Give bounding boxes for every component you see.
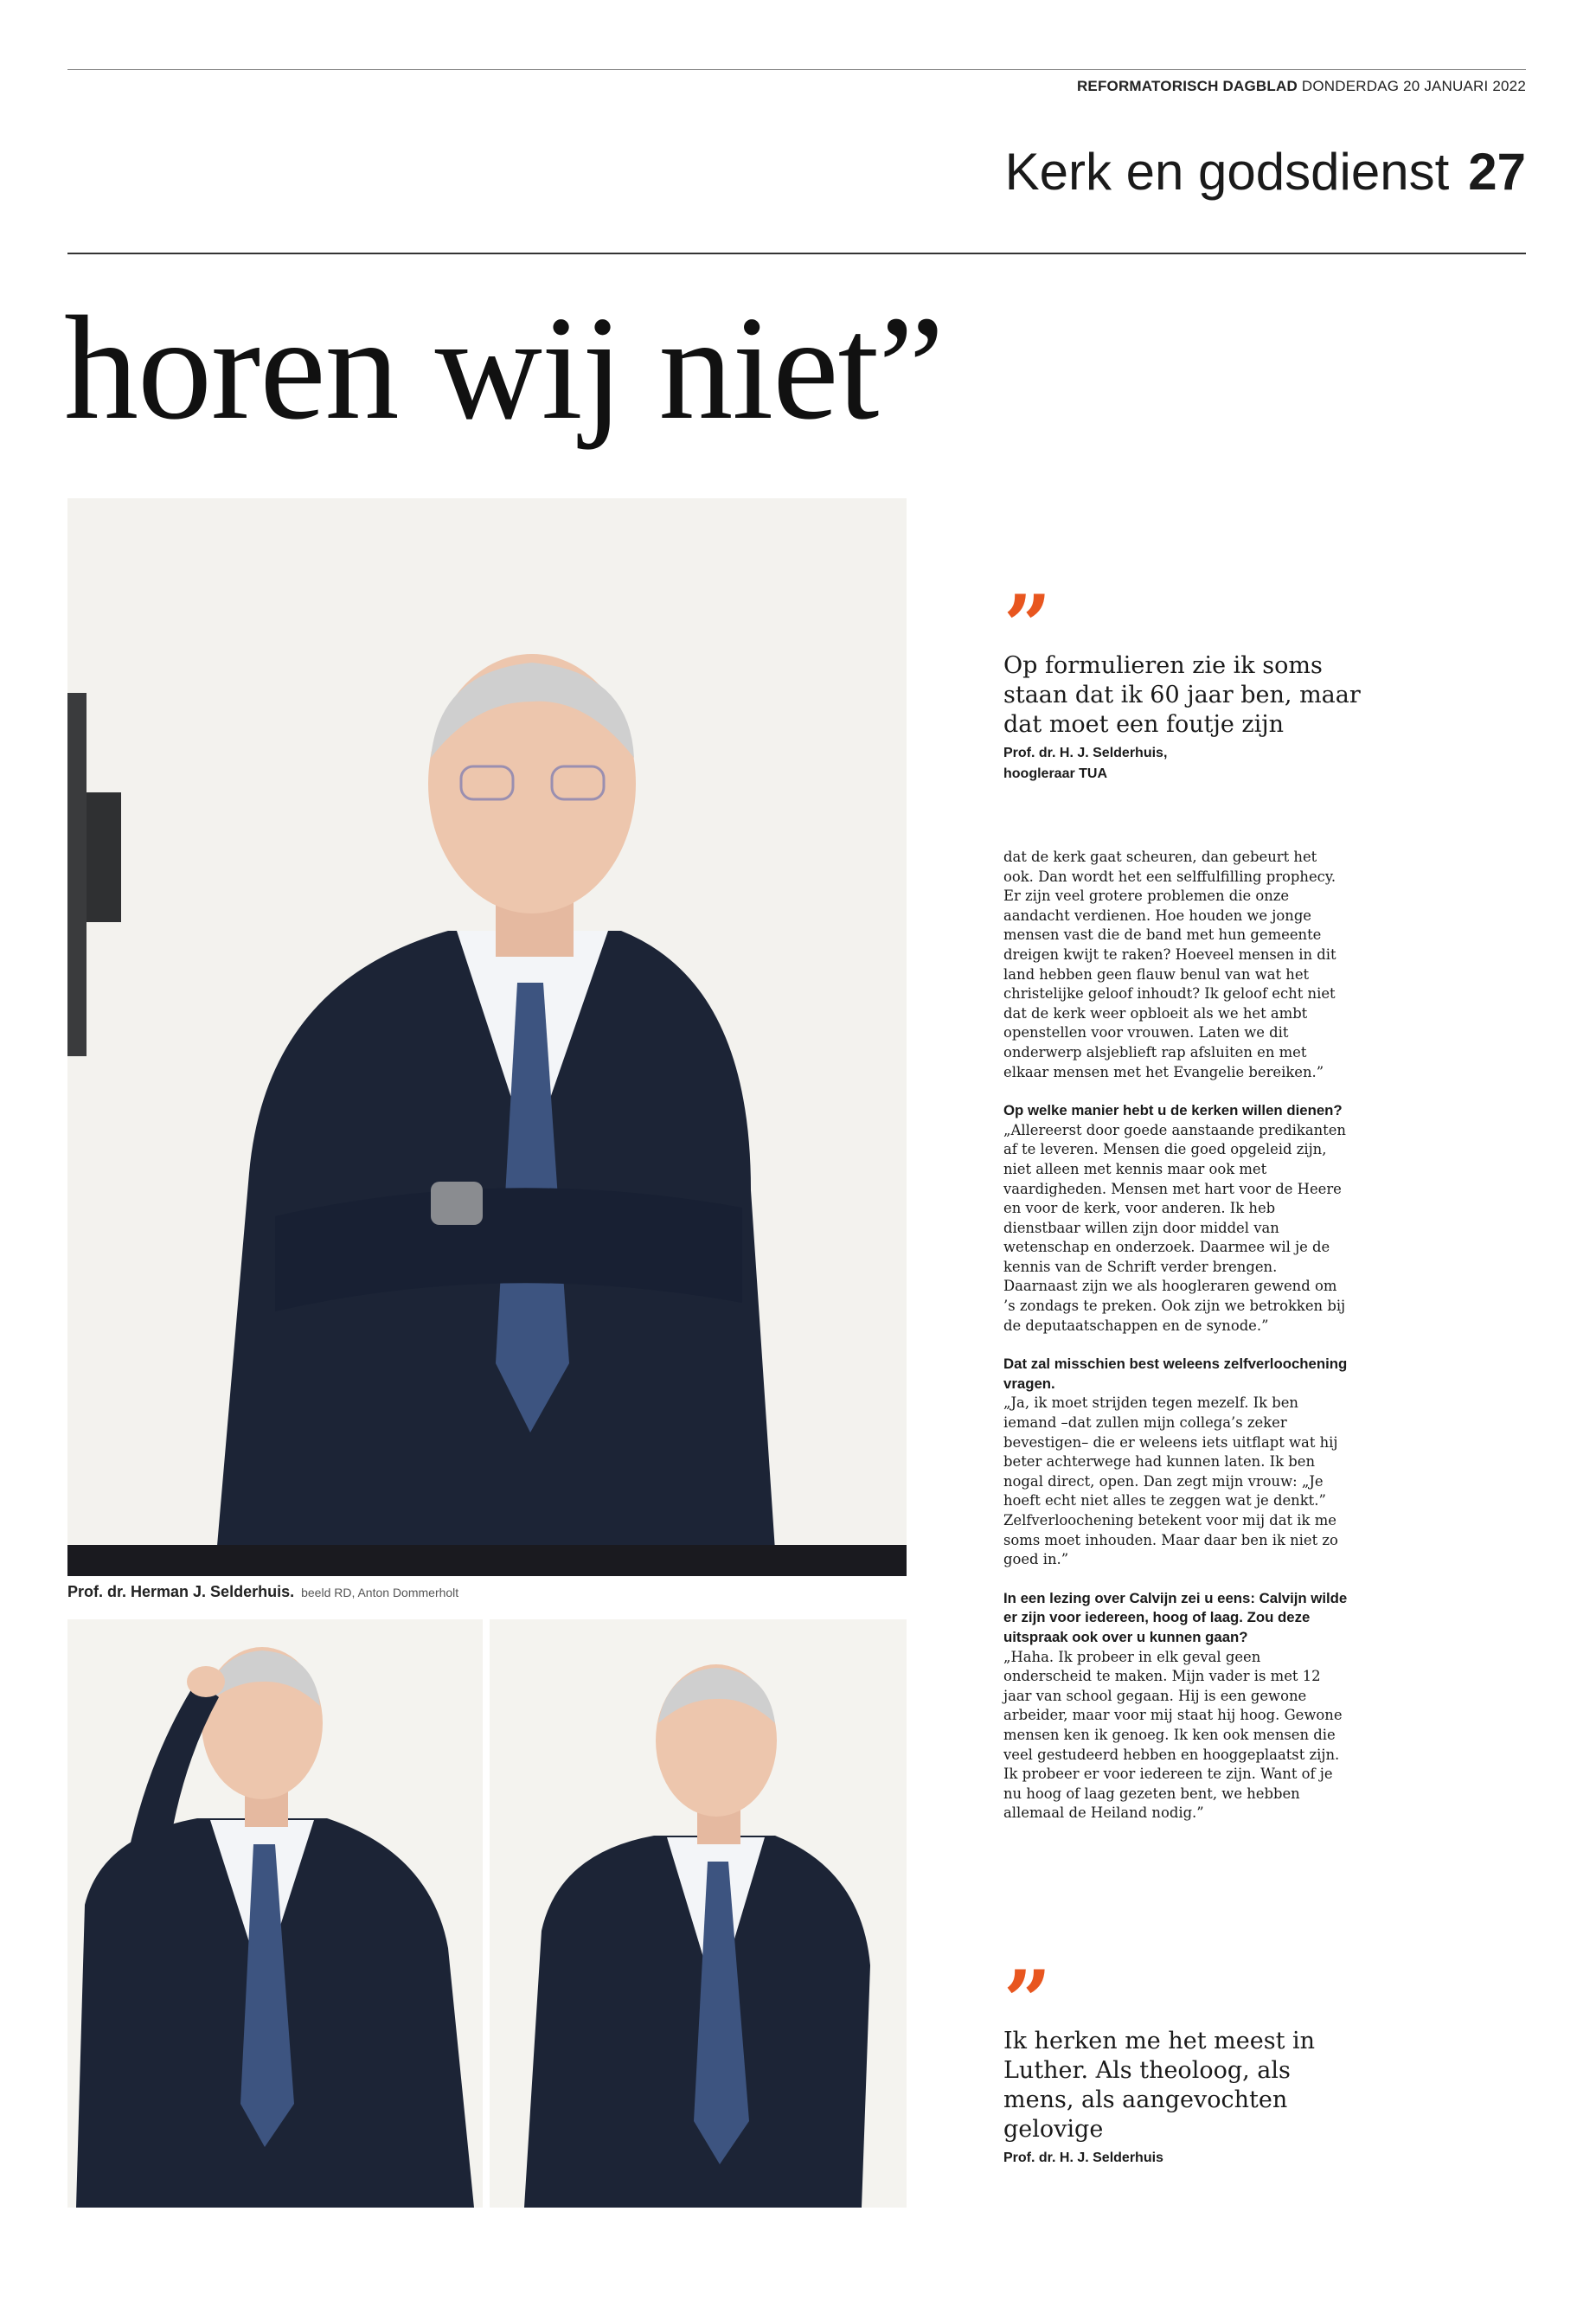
- interview-question: Op welke manier hebt u de kerken willen dienen?: [1003, 1102, 1343, 1119]
- section-header: [1005, 142, 1526, 202]
- masthead-line: [1077, 78, 1526, 95]
- portrait-photo-right: [490, 1619, 907, 2208]
- pull-quote-attribution: Prof. dr. H. J. Selderhuis,: [1003, 746, 1168, 760]
- body-paragraph: „Ja, ik moet strijden tegen mezelf. Ik ben iemand –dat zullen mijn collega’s zeker bevestigen– die er weleens iets uitflapt wat hij beter achterwege had kunnen laten. Ik ben nogal direct, open. Dan zegt mijn vrouw: „Je hoeft echt niet alles te zeggen wat je denkt.” Zelfverloochening betekent voor mij dat ik me soms moet inhouden. Maar daar ben ik niet zo goed in.”: [1003, 1394, 1338, 1568]
- pull-quote-2: [1003, 1952, 1367, 2169]
- page-number: 27: [1468, 143, 1526, 201]
- interview-question: Dat zal misschien best weleens zelfverloochening vragen.: [1003, 1356, 1348, 1392]
- section-rule: [67, 253, 1526, 254]
- caption-credit: beeld RD, Anton Dommerholt: [301, 1586, 459, 1599]
- paper-name: REFORMATORISCH DAGBLAD: [1076, 78, 1298, 94]
- issue-date: DONDERDAG 20 JANUARI 2022: [1301, 78, 1526, 94]
- interview-question: In een lezing over Calvijn zei u eens: Calvijn wilde er zijn voor iedereen, hoog of laag. Zou deze uitspraak ook over u kunnen gaan?: [1003, 1589, 1348, 1645]
- quote-mark-icon: ”: [1003, 577, 1047, 675]
- pull-quote-1: [1003, 577, 1367, 785]
- body-paragraph: dat de kerk gaat scheuren, dan gebeurt het ook. Dan wordt het een selffulfilling prophecy. Er zijn veel grotere problemen die onze aandacht verdienen. Hoe houden we jonge mensen vast die de band met hun gemeente dreigen kwijt te raken? Hoeveel mensen in dit land hebben geen flauw benul van wat het christelijke geloof inhoudt? Ik geloof echt niet dat de kerk weer opbloeit als we het ambt openstellen voor vrouwen. Laten we dit onderwerp alsjeblieft rap afsluiten en met elkaar mensen met het Evangelie bereiken.”: [1003, 849, 1336, 1080]
- pull-quote-text: Ik herken me het meest in Luther. Als theoloog, als mens, als aangevochten gelovige: [1003, 2028, 1316, 2143]
- section-title: Kerk en godsdienst: [1004, 143, 1450, 201]
- pull-quote-attribution: Prof. dr. H. J. Selderhuis: [1003, 2150, 1163, 2165]
- article-body: [1003, 848, 1349, 1823]
- body-paragraph: „Allereerst door goede aanstaande predikanten af te leveren. Mensen die goed opgeleid zijn, niet alleen met kennis maar ook met vaardigheden. Mensen met hart voor de Heere en voor de kerk, voor anderen. Ik heb dienstbaar willen zijn door middel van wetenschap en onderzoek. Daarmee wil je de kennis van de Schrift verder brengen. Daarnaast zijn we als hoogleraren gewend om ’s zondags te preken. Ook zijn we betrokken bij de deputaatschappen en de synode.”: [1003, 1121, 1346, 1334]
- photo-caption: [67, 1583, 458, 1601]
- top-rule: [67, 69, 1526, 70]
- headline: horen wij niet”: [64, 286, 944, 451]
- portrait-photo-left: [67, 1619, 483, 2208]
- main-portrait-photo: [67, 498, 907, 1576]
- pull-quote-text: Op formulieren zie ik soms staan dat ik 60 jaar ben, maar dat moet een foutje zijn: [1003, 652, 1361, 738]
- body-paragraph: „Haha. Ik probeer in elk geval geen onderscheid te maken. Mijn vader is met 12 jaar van school gegaan. Hij is een gewone arbeider, maar voor mij staat hij hoog. Gewone mensen ken ik genoeg. Ik ken ook mensen die veel gestudeerd hebben en hooggeplaatst zijn. Ik probeer er voor iedereen te zijn. Want of je nu hoog of laag gezeten bent, we hebben allemaal de Heiland nodig.”: [1003, 1648, 1343, 1822]
- quote-mark-icon: ”: [1003, 1952, 1047, 2050]
- pull-quote-role: hoogleraar TUA: [1003, 766, 1108, 781]
- caption-name: Prof. dr. Herman J. Selderhuis.: [67, 1583, 295, 1600]
